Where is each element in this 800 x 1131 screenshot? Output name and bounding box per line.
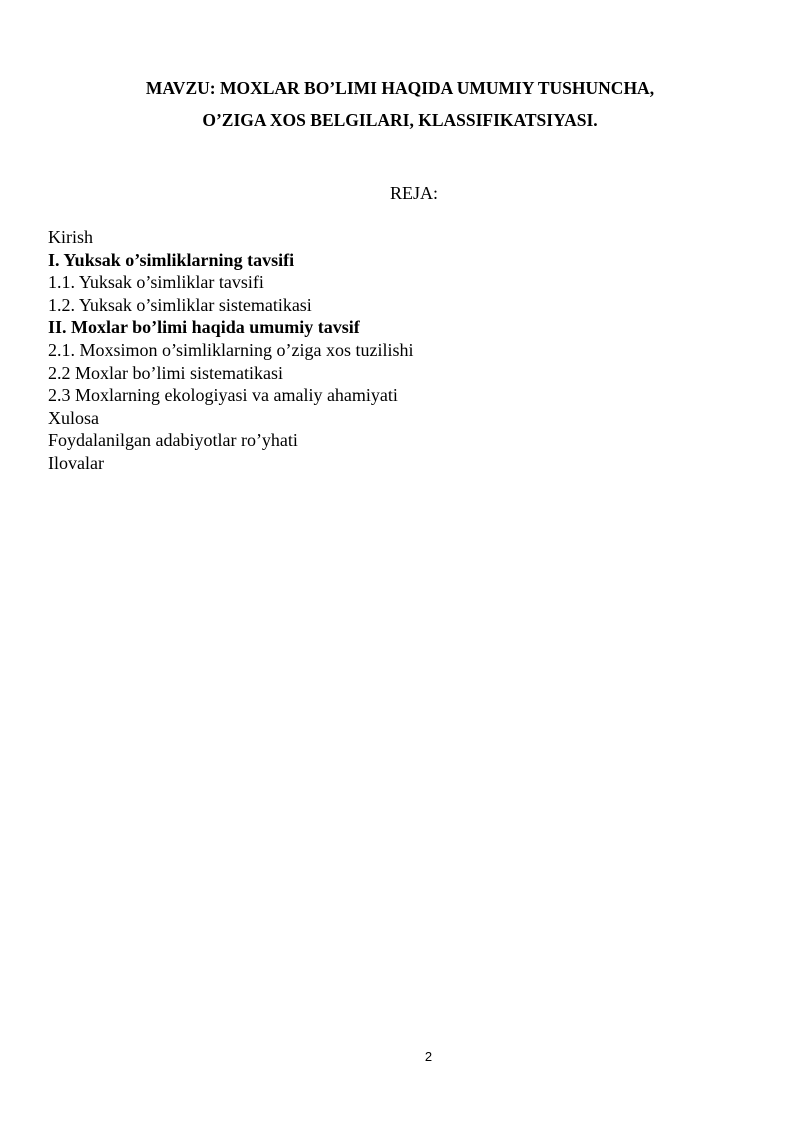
toc-item-references: Foydalanilgan adabiyotlar ro’yhati	[48, 430, 298, 451]
page-number: 2	[424, 1049, 433, 1064]
toc-item-introduction: Kirish	[48, 227, 93, 247]
toc-item-appendices: Ilovalar	[48, 452, 104, 473]
toc-item-2-1: 2.1. Moxsimon o’simliklarning o’ziga xos tuzilishi	[48, 339, 414, 360]
toc-section-1: I. Yuksak o’simliklarning tavsifi	[48, 249, 295, 270]
document-title-line-2: O’ZIGA XOS BELGILARI, KLASSIFIKATSIYASI.	[202, 110, 598, 130]
document-title-line-1: MAVZU: MOXLAR BO’LIMI HAQIDA UMUMIY TUSHUNCHA,	[145, 78, 655, 98]
table-of-contents	[48, 226, 413, 475]
toc-item-1-1: 1.1. Yuksak o’simliklar tavsifi	[48, 272, 264, 293]
toc-item-conclusion: Xulosa	[48, 407, 99, 428]
plan-heading: REJA:	[389, 183, 438, 203]
toc-section-2: II. Moxlar bo’limi haqida umumiy tavsif	[48, 317, 360, 338]
toc-item-2-2: 2.2 Moxlar bo’limi sistematikasi	[48, 362, 283, 383]
toc-item-1-2: 1.2. Yuksak o’simliklar sistematikasi	[48, 294, 312, 315]
toc-item-2-3: 2.3 Moxlarning ekologiyasi va amaliy ahamiyati	[48, 385, 398, 406]
